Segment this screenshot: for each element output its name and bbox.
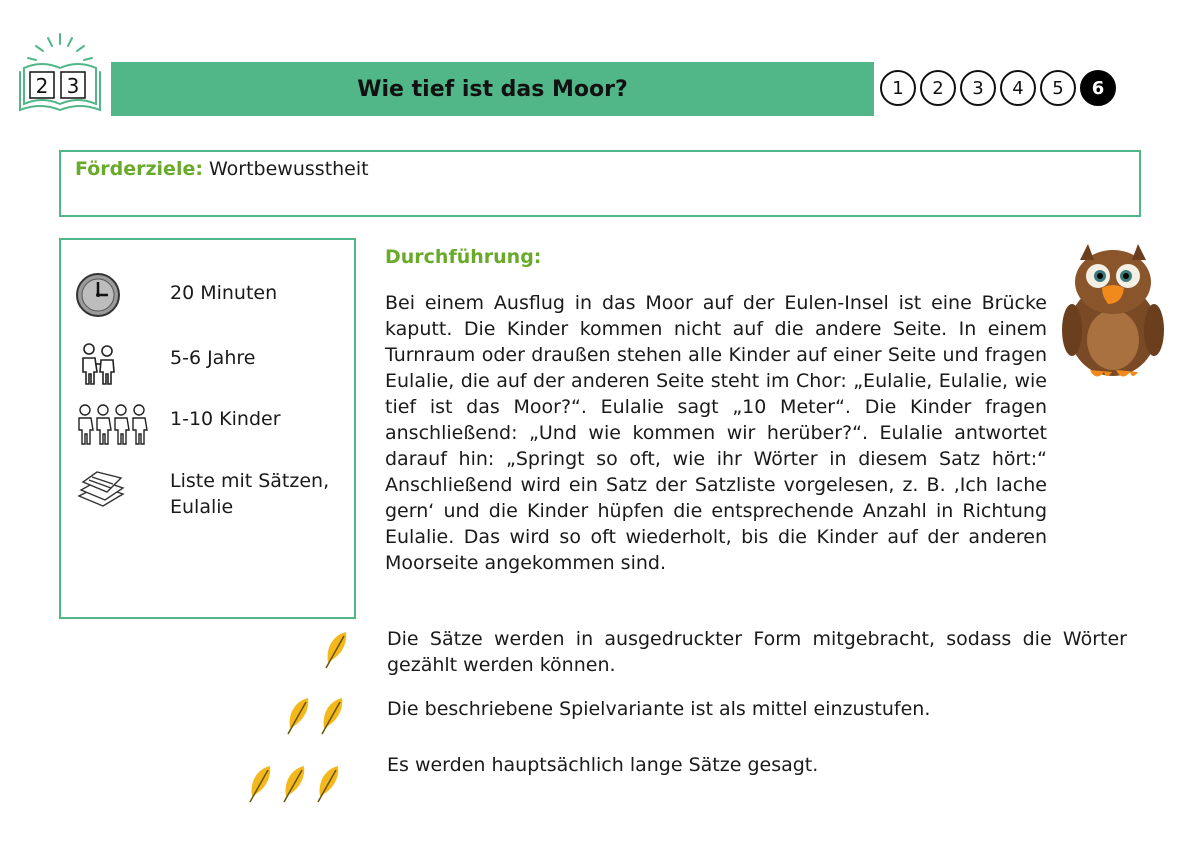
feather-icon bbox=[246, 764, 274, 804]
materials-line-2: Eulalie bbox=[170, 496, 234, 518]
feather-group-3 bbox=[246, 764, 342, 804]
page-title: Wie tief ist das Moor? bbox=[357, 76, 628, 102]
level-3: 3 bbox=[960, 70, 996, 106]
age-text: 5-6 Jahre bbox=[170, 347, 256, 369]
procedure-text: Bei einem Ausflug in das Moor auf der Eulen-Insel ist eine Brücke kaputt. Die Kinder kommen nicht auf die andere Seite. In einem Turnraum oder draußen stehen alle Kinder auf einer Seite und fragen Eulalie, die auf der anderen Seite steht im Chor: „Eulalie, Eulalie, wie tief ist das Moor?“. Eulalie sagt „10 Meter“. Die Kinder fragen anschließend: „Und wie kommen wir herüber?“. Eulalie antwortet darauf hin: „Springt so oft, wie ihr Wörter in diesem Satz hört:“ Anschließend wird ein Satz der Satzliste vorgelesen, z. B. ‚Ich lache gern‘ und die Kinder hüpfen die entsprechende Anzahl in Richtung Eulalie. Das wird so oft wiederholt, bis die Kinder auf der anderen Moorseite angekommen sind. bbox=[385, 292, 1047, 574]
clock-icon bbox=[75, 272, 121, 318]
owl-mascot-icon bbox=[1058, 238, 1168, 384]
feather-group-2 bbox=[284, 696, 346, 736]
procedure-heading: Durchführung: bbox=[385, 246, 542, 268]
feather-group-1 bbox=[322, 630, 350, 670]
level-2: 2 bbox=[920, 70, 956, 106]
info-box bbox=[59, 238, 356, 619]
level-1: 1 bbox=[880, 70, 916, 106]
materials-text bbox=[170, 468, 329, 520]
difficulty-note-3: Es werden hauptsächlich lange Sätze gesagt. bbox=[387, 754, 819, 776]
feather-icon bbox=[314, 764, 342, 804]
goals-label: Förderziele: bbox=[75, 158, 203, 180]
duration-text: 20 Minuten bbox=[170, 282, 278, 304]
difficulty-note-2: Die beschriebene Spielvariante ist als mittel einzustufen. bbox=[387, 698, 931, 720]
feather-icon bbox=[322, 630, 350, 670]
feather-icon bbox=[284, 696, 312, 736]
book-logo-icon bbox=[14, 30, 106, 116]
level-4: 4 bbox=[1000, 70, 1036, 106]
title-bar bbox=[111, 62, 874, 116]
children-pair-icon bbox=[75, 340, 121, 386]
level-6-active: 6 bbox=[1080, 70, 1116, 106]
paper-stack-icon bbox=[75, 466, 127, 510]
goals-value: Wortbewusstheit bbox=[209, 158, 369, 180]
group-size-text: 1-10 Kinder bbox=[170, 408, 281, 430]
logo-digit-left: 2 bbox=[35, 74, 49, 98]
difficulty-note-1: Die Sätze werden in ausgedruckter Form mitgebracht, sodass die Wörter gezählt werden können. bbox=[387, 628, 1127, 676]
level-5: 5 bbox=[1040, 70, 1076, 106]
children-group-icon bbox=[75, 402, 151, 446]
materials-line-1: Liste mit Sätzen, bbox=[170, 470, 330, 492]
feather-icon bbox=[280, 764, 308, 804]
logo-digit-right: 3 bbox=[66, 74, 80, 98]
level-indicator bbox=[880, 70, 1116, 106]
goals-box bbox=[59, 150, 1141, 217]
feather-icon bbox=[318, 696, 346, 736]
